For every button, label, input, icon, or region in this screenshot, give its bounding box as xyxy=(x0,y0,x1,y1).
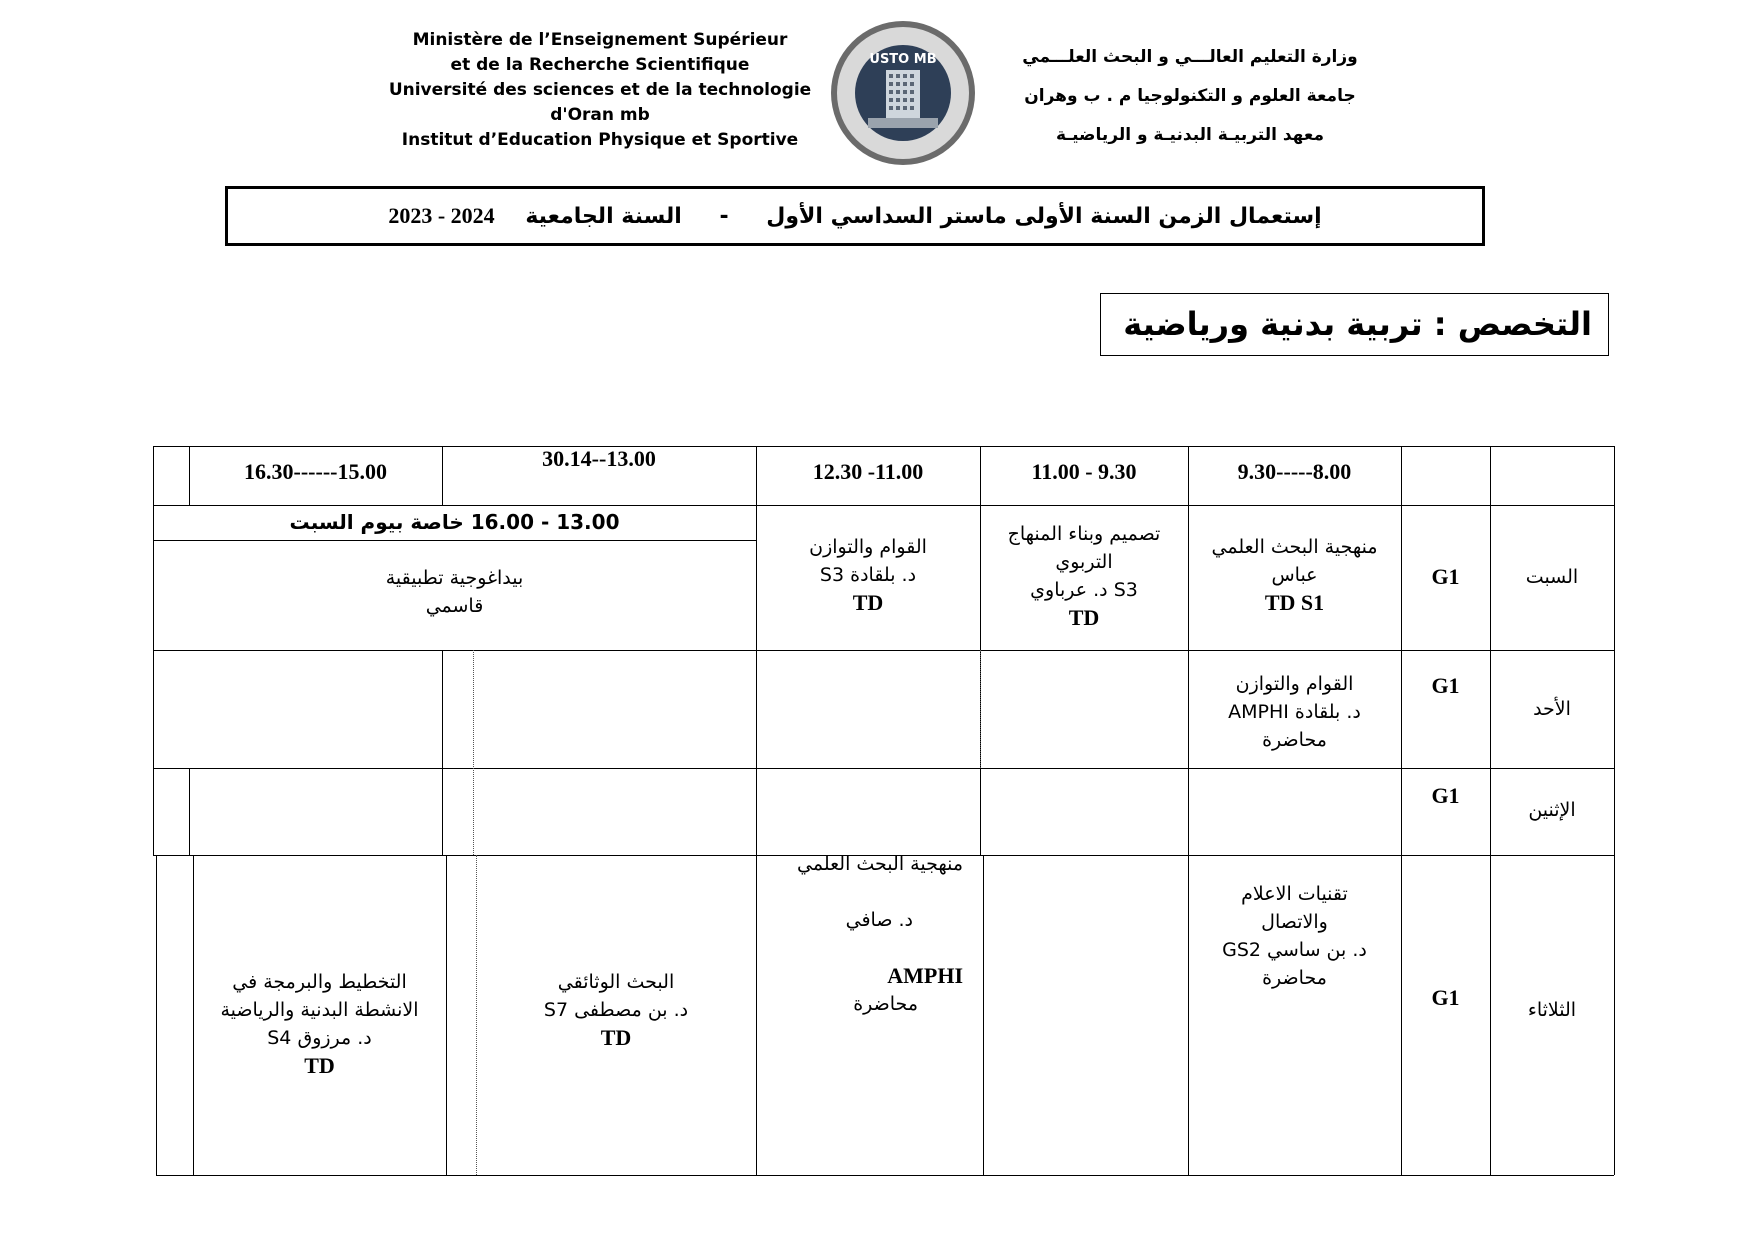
session-type: TD xyxy=(1068,605,1100,630)
title-text: إستعمال الزمن السنة الأولى ماستر السداسي الأول xyxy=(766,204,1322,229)
teacher-room: S3 د. عرباوي xyxy=(1030,579,1138,601)
teacher-name: قاسمي xyxy=(425,595,484,617)
title-separator: - xyxy=(719,204,729,229)
course-name: بيداغوجية تطبيقية xyxy=(385,567,524,589)
teacher-room: د. بن مصطفى S7 xyxy=(543,999,689,1021)
teacher-room: د. مرزوق S4 xyxy=(267,1027,372,1049)
session-tue-slot4 xyxy=(476,968,756,1052)
session-tue-slot3 xyxy=(756,850,983,1018)
course-name: تصميم وبناء المنهاج xyxy=(1007,523,1161,545)
room-type: TD S1 xyxy=(1264,590,1325,615)
header-arabic xyxy=(990,38,1390,155)
header-french xyxy=(380,28,820,153)
time-slot-4: 30.14--13.00 xyxy=(542,446,656,471)
academic-year: 2023 - 2024 xyxy=(388,203,495,228)
session-sun-slot1 xyxy=(1188,670,1401,754)
session-type: TD xyxy=(600,1025,632,1050)
header-ar-line: معهد التربيـة البدنيـة و الرياضيـة xyxy=(1055,125,1325,145)
group-label: G1 xyxy=(1431,985,1460,1010)
day-saturday: السبت xyxy=(1525,566,1579,588)
time-slot-3: 12.30 -11.00 xyxy=(812,459,924,484)
academic-year-label: السنة الجامعية xyxy=(525,204,682,229)
session-tue-slot1 xyxy=(1188,880,1401,992)
session-type: محاضرة xyxy=(1262,729,1327,751)
timetable-title xyxy=(225,186,1485,246)
teacher-room: د. بلقادة AMPHI xyxy=(1228,701,1361,723)
course-name: منهجية البحث العلمي xyxy=(797,853,963,875)
room-type: AMPHI xyxy=(887,963,963,988)
header-fr-line: Université des sciences et de la technologie xyxy=(388,80,812,100)
time-slot-5: 16.30------15.00 xyxy=(244,459,387,484)
course-name-cont: والاتصال xyxy=(1261,911,1328,933)
header-fr-line: Institut d’Education Physique et Sportive xyxy=(401,130,799,150)
header-fr-line: et de la Recherche Scientifique xyxy=(450,55,750,75)
day-tuesday: الثلاثاء xyxy=(1527,999,1577,1021)
course-name-cont: الانشطة البدنية والرياضية xyxy=(220,999,419,1021)
saturday-special-time: 13.00 - 16.00 خاصة بيوم السبت xyxy=(289,510,620,534)
course-name: البحث الوثائقي xyxy=(557,971,675,993)
session-type: TD xyxy=(304,1053,335,1078)
university-seal-logo xyxy=(828,18,978,168)
time-slot-1: 9.30-----8.00 xyxy=(1237,459,1352,484)
teacher-name: عباس xyxy=(1271,564,1318,586)
teacher-room: د. بلقادة S3 xyxy=(819,564,917,586)
course-name-cont: التربوي xyxy=(1055,551,1113,573)
session-sat-slot1 xyxy=(1188,533,1401,617)
session-sat-afternoon xyxy=(153,564,756,620)
group-label: G1 xyxy=(1431,783,1460,808)
header-fr-line: Ministère de l’Enseignement Supérieur xyxy=(412,30,788,50)
teacher-room: د. بن ساسي GS2 xyxy=(1222,939,1367,961)
day-sunday: الأحد xyxy=(1533,698,1571,720)
seal-text: USTO MB xyxy=(869,52,937,67)
session-type: TD xyxy=(852,590,884,615)
session-type: محاضرة xyxy=(1262,967,1327,989)
session-sat-slot3 xyxy=(756,533,980,617)
course-name: تقنيات الاعلام xyxy=(1241,883,1348,905)
session-sat-slot2 xyxy=(980,520,1188,632)
course-name: القوام والتوازن xyxy=(809,536,927,558)
time-slot-2: 11.00 - 9.30 xyxy=(1031,459,1137,484)
header-fr-line: d'Oran mb xyxy=(550,105,650,125)
session-type: محاضرة xyxy=(853,993,918,1015)
course-name: القوام والتوازن xyxy=(1235,673,1354,695)
teacher-name: د. صافي xyxy=(845,909,913,931)
specialty-label: التخصص : تربية بدنية ورياضية xyxy=(1100,293,1609,356)
group-label: G1 xyxy=(1431,564,1460,589)
group-label: G1 xyxy=(1431,673,1460,698)
session-tue-slot5 xyxy=(193,968,446,1080)
header-ar-line: جامعة العلوم و التكنولوجيا م . ب وهران xyxy=(1024,86,1356,106)
header-ar-line: وزارة التعليم العالـــي و البحث العلـــمي xyxy=(1022,47,1358,67)
course-name: منهجية البحث العلمي xyxy=(1211,536,1378,558)
course-name: التخطيط والبرمجة في xyxy=(232,971,407,993)
day-monday: الإثنين xyxy=(1528,799,1576,821)
